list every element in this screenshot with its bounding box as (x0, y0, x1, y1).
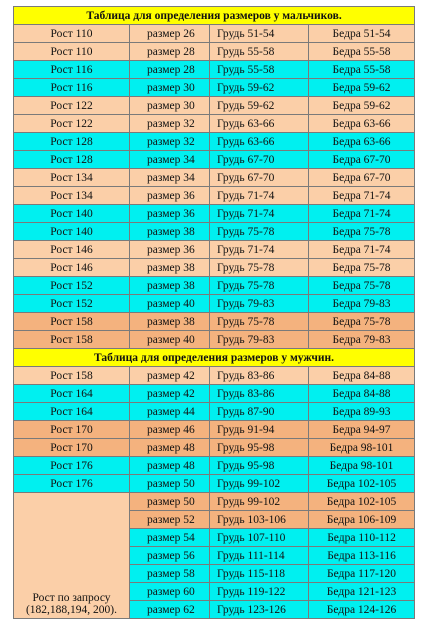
hips-cell: Бедра 106-109 (309, 511, 415, 529)
boys-table-row (14, 259, 415, 277)
size-cell: размер 34 (130, 169, 210, 187)
men-table-row (14, 475, 415, 493)
chest-cell: Грудь 83-86 (210, 385, 309, 403)
boys-table-row (14, 241, 415, 259)
chest-cell: Грудь 123-126 (210, 601, 309, 619)
boys-table-row (14, 97, 415, 115)
size-cell: размер 28 (130, 43, 210, 61)
hips-cell: Бедра 51-54 (309, 25, 415, 43)
boys-table-row (14, 61, 415, 79)
chest-cell: Грудь 75-78 (210, 259, 309, 277)
size-cell: размер 54 (130, 529, 210, 547)
size-cell: размер 40 (130, 331, 210, 349)
height-cell: Рост 176 (14, 457, 130, 475)
boys-title-row (14, 7, 415, 25)
hips-cell: Бедра 79-83 (309, 295, 415, 313)
size-cell: размер 56 (130, 547, 210, 565)
chest-cell: Грудь 55-58 (210, 61, 309, 79)
chest-cell: Грудь 75-78 (210, 313, 309, 331)
height-cell: Рост 116 (14, 79, 130, 97)
height-cell: Рост 176 (14, 475, 130, 493)
men-table-row (14, 385, 415, 403)
boys-table-row (14, 331, 415, 349)
boys-table-row (14, 133, 415, 151)
chest-cell: Грудь 95-98 (210, 439, 309, 457)
boys-table-row (14, 115, 415, 133)
size-cell: размер 58 (130, 565, 210, 583)
boys-table-row (14, 205, 415, 223)
hips-cell: Бедра 75-78 (309, 313, 415, 331)
height-cell: Рост 146 (14, 259, 130, 277)
size-cell: размер 38 (130, 313, 210, 331)
chest-cell: Грудь 115-118 (210, 565, 309, 583)
hips-cell: Бедра 75-78 (309, 277, 415, 295)
hips-cell: Бедра 59-62 (309, 97, 415, 115)
men-title-row (14, 349, 415, 367)
height-cell: Рост 170 (14, 439, 130, 457)
height-cell: Рост 146 (14, 241, 130, 259)
hips-cell: Бедра 67-70 (309, 169, 415, 187)
chest-cell: Грудь 119-122 (210, 583, 309, 601)
hips-cell: Бедра 63-66 (309, 115, 415, 133)
size-cell: размер 42 (130, 385, 210, 403)
boys-table-row (14, 313, 415, 331)
men-table-title: Таблица для определения размеров у мужчин. (14, 349, 415, 367)
size-table (13, 6, 415, 619)
hips-cell: Бедра 55-58 (309, 43, 415, 61)
chest-cell: Грудь 95-98 (210, 457, 309, 475)
height-cell: Рост 158 (14, 367, 130, 385)
boys-table-row (14, 277, 415, 295)
hips-cell: Бедра 94-97 (309, 421, 415, 439)
chest-cell: Грудь 99-102 (210, 475, 309, 493)
hips-cell: Бедра 102-105 (309, 475, 415, 493)
height-cell: Рост 134 (14, 169, 130, 187)
boys-table-row (14, 169, 415, 187)
hips-cell: Бедра 89-93 (309, 403, 415, 421)
chest-cell: Грудь 71-74 (210, 205, 309, 223)
boys-table-row (14, 151, 415, 169)
height-cell: Рост 134 (14, 187, 130, 205)
size-cell: размер 32 (130, 133, 210, 151)
size-cell: размер 38 (130, 223, 210, 241)
chest-cell: Грудь 79-83 (210, 295, 309, 313)
size-cell: размер 38 (130, 277, 210, 295)
chest-cell: Грудь 63-66 (210, 115, 309, 133)
chest-cell: Грудь 99-102 (210, 493, 309, 511)
hips-cell: Бедра 75-78 (309, 223, 415, 241)
hips-cell: Бедра 63-66 (309, 133, 415, 151)
hips-cell: Бедра 102-105 (309, 493, 415, 511)
boys-table-row (14, 43, 415, 61)
size-cell: размер 48 (130, 457, 210, 475)
hips-cell: Бедра 121-123 (309, 583, 415, 601)
hips-cell: Бедра 75-78 (309, 259, 415, 277)
men-request-row (14, 493, 415, 511)
hips-cell: Бедра 59-62 (309, 79, 415, 97)
chest-cell: Грудь 79-83 (210, 331, 309, 349)
size-cell: размер 46 (130, 421, 210, 439)
hips-cell: Бедра 98-101 (309, 457, 415, 475)
size-chart (13, 6, 414, 619)
size-cell: размер 28 (130, 61, 210, 79)
hips-cell: Бедра 79-83 (309, 331, 415, 349)
height-cell: Рост 128 (14, 151, 130, 169)
chest-cell: Грудь 71-74 (210, 241, 309, 259)
hips-cell: Бедра 67-70 (309, 151, 415, 169)
hips-cell: Бедра 124-126 (309, 601, 415, 619)
boys-table-row (14, 223, 415, 241)
chest-cell: Грудь 59-62 (210, 97, 309, 115)
height-cell: Рост 128 (14, 133, 130, 151)
hips-cell: Бедра 117-120 (309, 565, 415, 583)
size-cell: размер 50 (130, 475, 210, 493)
height-cell: Рост 140 (14, 205, 130, 223)
height-cell: Рост 152 (14, 277, 130, 295)
hips-cell: Бедра 84-88 (309, 367, 415, 385)
chest-cell: Грудь 107-110 (210, 529, 309, 547)
hips-cell: Бедра 71-74 (309, 205, 415, 223)
boys-table-row (14, 187, 415, 205)
size-cell: размер 48 (130, 439, 210, 457)
size-cell: размер 36 (130, 187, 210, 205)
chest-cell: Грудь 83-86 (210, 367, 309, 385)
size-cell: размер 60 (130, 583, 210, 601)
size-cell: размер 30 (130, 97, 210, 115)
chest-cell: Грудь 87-90 (210, 403, 309, 421)
boys-table-row (14, 79, 415, 97)
height-cell: Рост 140 (14, 223, 130, 241)
chest-cell: Грудь 59-62 (210, 79, 309, 97)
size-cell: размер 32 (130, 115, 210, 133)
chest-cell: Грудь 67-70 (210, 151, 309, 169)
height-cell: Рост 170 (14, 421, 130, 439)
size-cell: размер 34 (130, 151, 210, 169)
chest-cell: Грудь 75-78 (210, 277, 309, 295)
height-cell: Рост 122 (14, 97, 130, 115)
chest-cell: Грудь 67-70 (210, 169, 309, 187)
chest-cell: Грудь 103-106 (210, 511, 309, 529)
size-cell: размер 36 (130, 241, 210, 259)
chest-cell: Грудь 71-74 (210, 187, 309, 205)
boys-table-row (14, 25, 415, 43)
size-cell: размер 42 (130, 367, 210, 385)
size-cell: размер 40 (130, 295, 210, 313)
size-cell: размер 36 (130, 205, 210, 223)
men-table-row (14, 439, 415, 457)
height-on-request-cell: Рост по запросу (182,188,194, 200). (14, 493, 130, 619)
size-cell: размер 30 (130, 79, 210, 97)
chest-cell: Грудь 75-78 (210, 223, 309, 241)
size-cell: размер 52 (130, 511, 210, 529)
boys-table-row (14, 295, 415, 313)
size-cell: размер 44 (130, 403, 210, 421)
men-table-row (14, 367, 415, 385)
size-cell: размер 26 (130, 25, 210, 43)
size-cell: размер 62 (130, 601, 210, 619)
hips-cell: Бедра 71-74 (309, 241, 415, 259)
hips-cell: Бедра 113-116 (309, 547, 415, 565)
boys-table-title: Таблица для определения размеров у мальчиков. (14, 7, 415, 25)
hips-cell: Бедра 98-101 (309, 439, 415, 457)
height-cell: Рост 122 (14, 115, 130, 133)
chest-cell: Грудь 51-54 (210, 25, 309, 43)
height-cell: Рост 164 (14, 403, 130, 421)
hips-cell: Бедра 71-74 (309, 187, 415, 205)
men-table-row (14, 457, 415, 475)
chest-cell: Грудь 55-58 (210, 43, 309, 61)
men-table-row (14, 421, 415, 439)
chest-cell: Грудь 111-114 (210, 547, 309, 565)
chest-cell: Грудь 63-66 (210, 133, 309, 151)
size-cell: размер 38 (130, 259, 210, 277)
height-cell: Рост 164 (14, 385, 130, 403)
height-cell: Рост 116 (14, 61, 130, 79)
hips-cell: Бедра 110-112 (309, 529, 415, 547)
height-cell: Рост 158 (14, 313, 130, 331)
men-table-row (14, 403, 415, 421)
height-cell: Рост 110 (14, 43, 130, 61)
height-cell: Рост 158 (14, 331, 130, 349)
hips-cell: Бедра 55-58 (309, 61, 415, 79)
height-cell: Рост 110 (14, 25, 130, 43)
size-cell: размер 50 (130, 493, 210, 511)
chest-cell: Грудь 91-94 (210, 421, 309, 439)
height-cell: Рост 152 (14, 295, 130, 313)
hips-cell: Бедра 84-88 (309, 385, 415, 403)
